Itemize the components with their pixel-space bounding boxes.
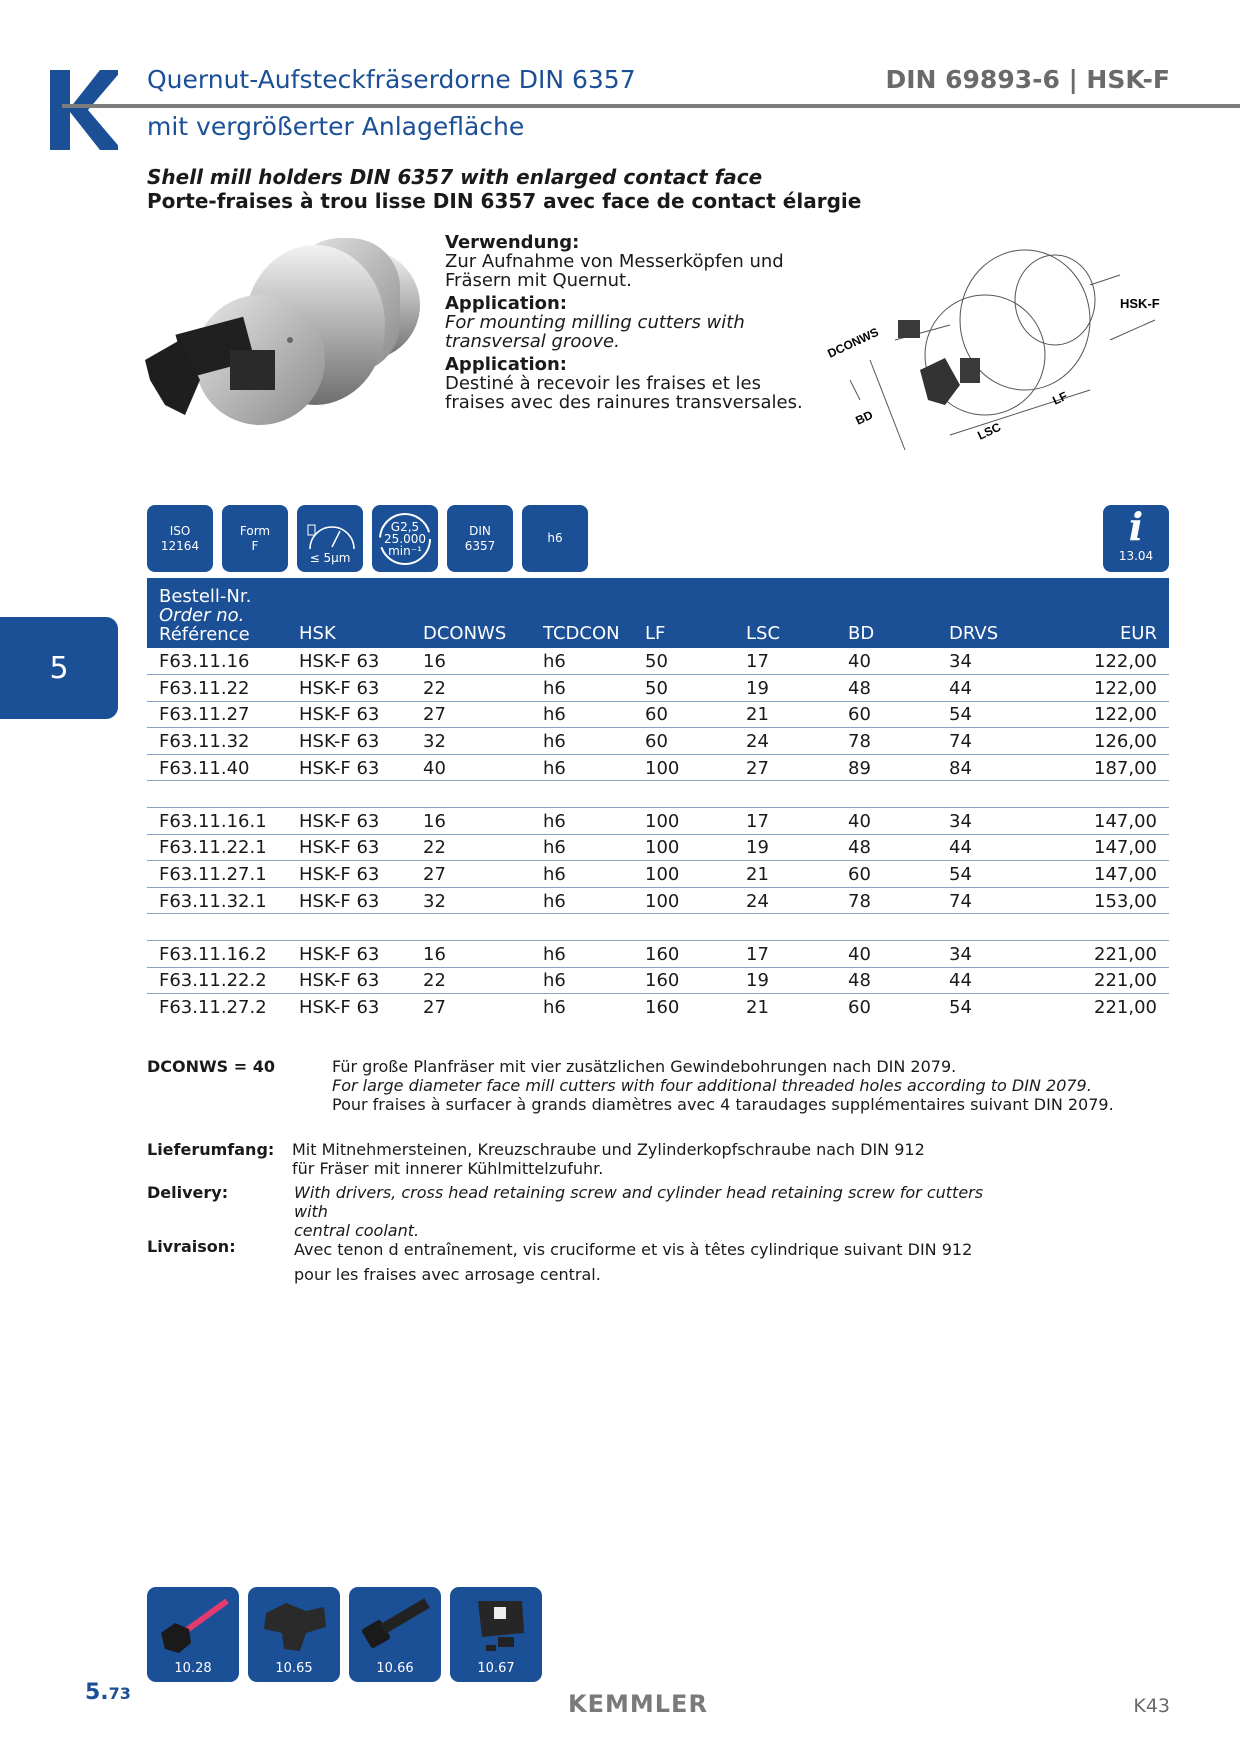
table-row <box>147 941 1169 968</box>
page-number-main: 5. <box>85 1680 109 1705</box>
table-cell: 27 <box>411 701 531 728</box>
table-cell: F63.11.32 <box>147 728 287 755</box>
usage-heading-de: Verwendung: <box>445 232 580 253</box>
kemmler-logo <box>50 70 118 150</box>
table-group-separator <box>147 914 1169 941</box>
col-dconws: DCONWS <box>411 578 531 648</box>
table-cell: 21 <box>734 861 836 888</box>
usage-block <box>445 233 820 416</box>
iso-badge-line-1: ISO <box>169 523 191 538</box>
table-cell: 78 <box>836 887 937 914</box>
table-cell: F63.11.16.1 <box>147 808 287 835</box>
table-cell: 147,00 <box>1039 861 1169 888</box>
tolerance-badge-label: h6 <box>547 531 563 545</box>
table-cell: 221,00 <box>1039 967 1169 994</box>
table-body <box>147 648 1169 1020</box>
runout-badge-label: ≤ 5µm <box>309 551 351 565</box>
table-cell: 44 <box>937 675 1039 702</box>
table-cell: HSK-F 63 <box>287 675 411 702</box>
table-cell: F63.11.27 <box>147 701 287 728</box>
table-cell: 54 <box>937 861 1039 888</box>
table-cell: HSK-F 63 <box>287 808 411 835</box>
subtitle-fr: Porte-fraises à trou lisse DIN 6357 avec face de contact élargie <box>147 189 862 213</box>
delivery-en-line-2: central coolant. <box>294 1221 420 1240</box>
table-cell: h6 <box>531 728 633 755</box>
table-cell: 17 <box>734 941 836 968</box>
delivery-key-de: Lieferumfang: <box>147 1140 275 1159</box>
table-cell: 100 <box>633 754 734 781</box>
table-row <box>147 808 1169 835</box>
balance-badge-line-2: 25.000 <box>384 531 426 546</box>
drawing-label-hsk: HSK-F <box>1120 296 1160 311</box>
rotation-icon <box>376 510 434 568</box>
table-cell: h6 <box>531 754 633 781</box>
delivery-de-line-1: Mit Mitnehmersteinen, Kreuzschraube und Zylinderkopfschraube nach DIN 912 <box>292 1140 925 1159</box>
usage-text-fr: Destiné à recevoir les fraises et les fraises avec des rainures transversales. <box>445 373 803 413</box>
delivery-fr-line-1: Avec tenon d entraînement, vis cruciforme et vis à têtes cylindrique suivant DIN 912 <box>294 1240 973 1259</box>
table-cell: 34 <box>937 941 1039 968</box>
table-cell: 221,00 <box>1094 997 1157 1019</box>
table-cell: 60 <box>633 728 734 755</box>
table-cell: 50 <box>633 648 734 675</box>
table-cell: 54 <box>937 701 1039 728</box>
table-cell: 44 <box>937 967 1039 994</box>
accessory-label: 10.66 <box>376 1661 414 1676</box>
balance-badge <box>372 505 438 572</box>
table-cell: 44 <box>937 834 1039 861</box>
table-row <box>147 887 1169 914</box>
section-tab: 5 <box>0 617 118 719</box>
table-cell: F63.11.16.2 <box>147 941 287 968</box>
table-cell: 60 <box>836 701 937 728</box>
cylinder-screw-icon <box>357 1593 433 1657</box>
form-badge <box>222 505 288 572</box>
table-cell: 60 <box>836 861 937 888</box>
table-cell: HSK-F 63 <box>287 728 411 755</box>
table-row <box>147 728 1169 755</box>
table-row <box>147 967 1169 994</box>
accessory-cross-screw[interactable] <box>248 1587 340 1682</box>
table-cell: 21 <box>746 997 769 1019</box>
table-cell: 89 <box>836 754 937 781</box>
table-cell: 48 <box>836 675 937 702</box>
table-cell: h6 <box>531 861 633 888</box>
table-cell: 84 <box>937 754 1039 781</box>
table-cell: 160 <box>645 997 680 1019</box>
table-cell: 27 <box>423 997 446 1019</box>
table-group-separator <box>147 781 1169 808</box>
table-cell: 60 <box>848 997 871 1019</box>
dial-gauge-icon <box>302 517 358 551</box>
table-cell: HSK-F 63 <box>287 701 411 728</box>
table-cell: 122,00 <box>1039 701 1169 728</box>
table-cell: F63.11.40 <box>147 754 287 781</box>
table-row <box>147 994 1169 1021</box>
form-badge-line-1: Form <box>239 523 271 538</box>
table-row <box>147 648 1169 675</box>
table-cell: HSK-F 63 <box>287 861 411 888</box>
usage-heading-fr: Application: <box>445 354 568 375</box>
balance-badge-line-1: G2,5 <box>390 519 420 534</box>
table-cell: F63.11.22.1 <box>147 834 287 861</box>
col-tcdcon: TCDCON <box>531 578 633 648</box>
table-cell: h6 <box>531 808 633 835</box>
table-cell: HSK-F 63 <box>287 754 411 781</box>
table-cell: 27 <box>411 861 531 888</box>
table-cell: HSK-F 63 <box>287 941 411 968</box>
table-cell: 48 <box>836 967 937 994</box>
delivery-en-line-1: With drivers, cross head retaining screw and cylinder head retaining screw for cutters with <box>294 1183 984 1221</box>
page-title-line-2: mit vergrößerter Anlagefläche <box>147 112 525 141</box>
table-cell: 147,00 <box>1039 834 1169 861</box>
table-header-row <box>147 578 1169 648</box>
table-cell: h6 <box>531 941 633 968</box>
accessory-cylinder-screw[interactable] <box>349 1587 441 1682</box>
table-cell: 100 <box>633 887 734 914</box>
note-en: For large diameter face mill cutters with four additional threaded holes according to DIN 2079. <box>332 1076 1092 1095</box>
header-rule <box>62 104 1240 108</box>
table-cell: F63.11.22 <box>147 675 287 702</box>
accessory-label: 10.65 <box>275 1661 313 1676</box>
col-hsk: HSK <box>287 578 411 648</box>
iso-badge <box>147 505 213 572</box>
table-cell: h6 <box>531 675 633 702</box>
table-cell: 40 <box>836 808 937 835</box>
table-cell: 187,00 <box>1039 754 1169 781</box>
page-number <box>85 1680 131 1705</box>
din-badge-line-1: DIN <box>469 523 491 538</box>
table-cell: h6 <box>531 648 633 675</box>
cross-screw-icon <box>256 1593 332 1657</box>
info-badge-ref: 13.04 <box>1118 549 1154 563</box>
table-cell: HSK-F 63 <box>287 967 411 994</box>
table-row <box>147 861 1169 888</box>
table-cell: HSK-F 63 <box>287 887 411 914</box>
table-cell: 160 <box>633 967 734 994</box>
header-order-fr: Référence <box>159 624 250 645</box>
accessory-label: 10.67 <box>477 1661 515 1676</box>
table-cell: 78 <box>836 728 937 755</box>
product-table <box>147 578 1169 1020</box>
note-fr: Pour fraises à surfacer à grands diamètres avec 4 taraudages supplémentaires suivant DIN 2079. <box>332 1095 1114 1114</box>
key-wrench-icon <box>155 1593 231 1657</box>
table-cell: 34 <box>937 808 1039 835</box>
tolerance-badge <box>522 505 588 572</box>
table-cell: 34 <box>937 648 1039 675</box>
page-title: Quernut-Aufsteckfräserdorne DIN 6357 <box>147 65 636 94</box>
table-cell: 17 <box>734 808 836 835</box>
table-cell: 27 <box>734 754 836 781</box>
note-key: DCONWS = 40 <box>147 1057 275 1076</box>
table-cell: 147,00 <box>1039 808 1169 835</box>
table-cell: h6 <box>531 967 633 994</box>
catalog-code: K43 <box>1133 1695 1170 1717</box>
info-badge[interactable] <box>1103 505 1169 572</box>
table-cell: 19 <box>734 834 836 861</box>
table-row <box>147 834 1169 861</box>
table-row <box>147 675 1169 702</box>
table-cell: HSK-F 63 <box>287 648 411 675</box>
table-cell: 122,00 <box>1039 675 1169 702</box>
table-cell: F63.11.16 <box>147 648 287 675</box>
table-cell: 48 <box>836 834 937 861</box>
table-cell: 160 <box>633 941 734 968</box>
table-cell: 126,00 <box>1039 728 1169 755</box>
table-cell: 16 <box>411 648 531 675</box>
table-cell: 32 <box>411 728 531 755</box>
drawing-label-bd: BD <box>853 407 875 428</box>
table-cell: 74 <box>937 887 1039 914</box>
header-order-en: Order no. <box>159 605 245 626</box>
table-cell: 100 <box>633 808 734 835</box>
usage-text-en: For mounting milling cutters with transversal groove. <box>445 312 745 352</box>
table-cell: F63.11.22.2 <box>147 967 287 994</box>
delivery-fr-line-2: pour les fraises avec arrosage central. <box>294 1265 601 1284</box>
col-drvs: DRVS <box>937 578 1039 648</box>
table-row <box>147 701 1169 728</box>
delivery-key-fr: Livraison: <box>147 1237 236 1256</box>
col-lf: LF <box>633 578 734 648</box>
standard-label: DIN 69893-6 | HSK-F <box>885 65 1170 94</box>
col-lsc: LSC <box>734 578 836 648</box>
table-cell: 19 <box>734 675 836 702</box>
table-cell: h6 <box>531 834 633 861</box>
table-cell: 153,00 <box>1039 887 1169 914</box>
table-cell: 24 <box>734 728 836 755</box>
driver-block-icon <box>458 1593 534 1657</box>
product-photo <box>140 230 440 460</box>
table-cell: 74 <box>937 728 1039 755</box>
table-cell: h6 <box>531 701 633 728</box>
info-icon: i <box>1128 504 1144 549</box>
table-cell: 40 <box>836 648 937 675</box>
table-separator-cell <box>147 781 1169 808</box>
drawing-label-lsc: LSC <box>975 419 1004 443</box>
table-cell: HSK-F 63 <box>299 997 380 1019</box>
usage-text-de: Zur Aufnahme von Messerköpfen und Fräsern mit Quernut. <box>445 251 784 291</box>
table-cell: 16 <box>411 808 531 835</box>
usage-heading-en: Application: <box>445 293 568 314</box>
table-cell: 122,00 <box>1039 648 1169 675</box>
table-row <box>147 754 1169 781</box>
drawing-label-lf: LF <box>1050 388 1070 408</box>
table-cell: 22 <box>411 967 531 994</box>
table-cell: 50 <box>633 675 734 702</box>
table-separator-cell <box>147 914 1169 941</box>
table-cell: F63.11.32.1 <box>147 887 287 914</box>
table-cell: 54 <box>949 997 972 1019</box>
table-cell: 16 <box>411 941 531 968</box>
feature-badges <box>147 505 588 572</box>
page-number-sub: 73 <box>108 1684 131 1703</box>
din-badge <box>447 505 513 572</box>
delivery-de-line-2: für Fräser mit innerer Kühlmittelzufuhr. <box>292 1159 604 1178</box>
table-cell: 22 <box>411 675 531 702</box>
din-badge-line-2: 6357 <box>464 538 496 553</box>
table-cell: h6 <box>543 997 566 1019</box>
table-cell: h6 <box>531 887 633 914</box>
table-cell: 19 <box>734 967 836 994</box>
brand-name: KEMMLER <box>568 1690 708 1718</box>
table-cell: 221,00 <box>1039 941 1169 968</box>
table-cell: 24 <box>734 887 836 914</box>
technical-drawing <box>820 230 1175 470</box>
iso-badge-line-2: 12164 <box>160 538 200 553</box>
table-cell: 100 <box>633 861 734 888</box>
table-cell: 32 <box>411 887 531 914</box>
table-cell: 17 <box>734 648 836 675</box>
table-cell: 40 <box>836 941 937 968</box>
table-cell: 100 <box>633 834 734 861</box>
table-cell: 40 <box>411 754 531 781</box>
drawing-label-dconws: DCONWS <box>825 324 881 361</box>
note-de: Für große Planfräser mit vier zusätzlichen Gewindebohrungen nach DIN 2079. <box>332 1057 957 1076</box>
accessory-label: 10.28 <box>174 1661 212 1676</box>
table-cell: F63.11.27.2 <box>159 997 267 1019</box>
balance-badge-line-3: min⁻¹ <box>388 543 422 558</box>
accessory-driving-key[interactable] <box>147 1587 239 1682</box>
form-badge-line-2: F <box>251 538 259 553</box>
table-cell: F63.11.27.1 <box>147 861 287 888</box>
col-order-no <box>147 578 287 648</box>
col-bd: BD <box>836 578 937 648</box>
table-cell: 21 <box>734 701 836 728</box>
header-order-de: Bestell-Nr. <box>159 586 252 607</box>
table-cell: HSK-F 63 <box>287 834 411 861</box>
col-eur: EUR <box>1039 578 1169 648</box>
table-cell: 22 <box>411 834 531 861</box>
accessory-driver-block[interactable] <box>450 1587 542 1682</box>
runout-badge <box>297 505 363 572</box>
subtitle-en: Shell mill holders DIN 6357 with enlarged contact face <box>147 165 763 189</box>
delivery-key-en: Delivery: <box>147 1183 229 1202</box>
accessories <box>147 1587 542 1682</box>
table-cell: 60 <box>633 701 734 728</box>
